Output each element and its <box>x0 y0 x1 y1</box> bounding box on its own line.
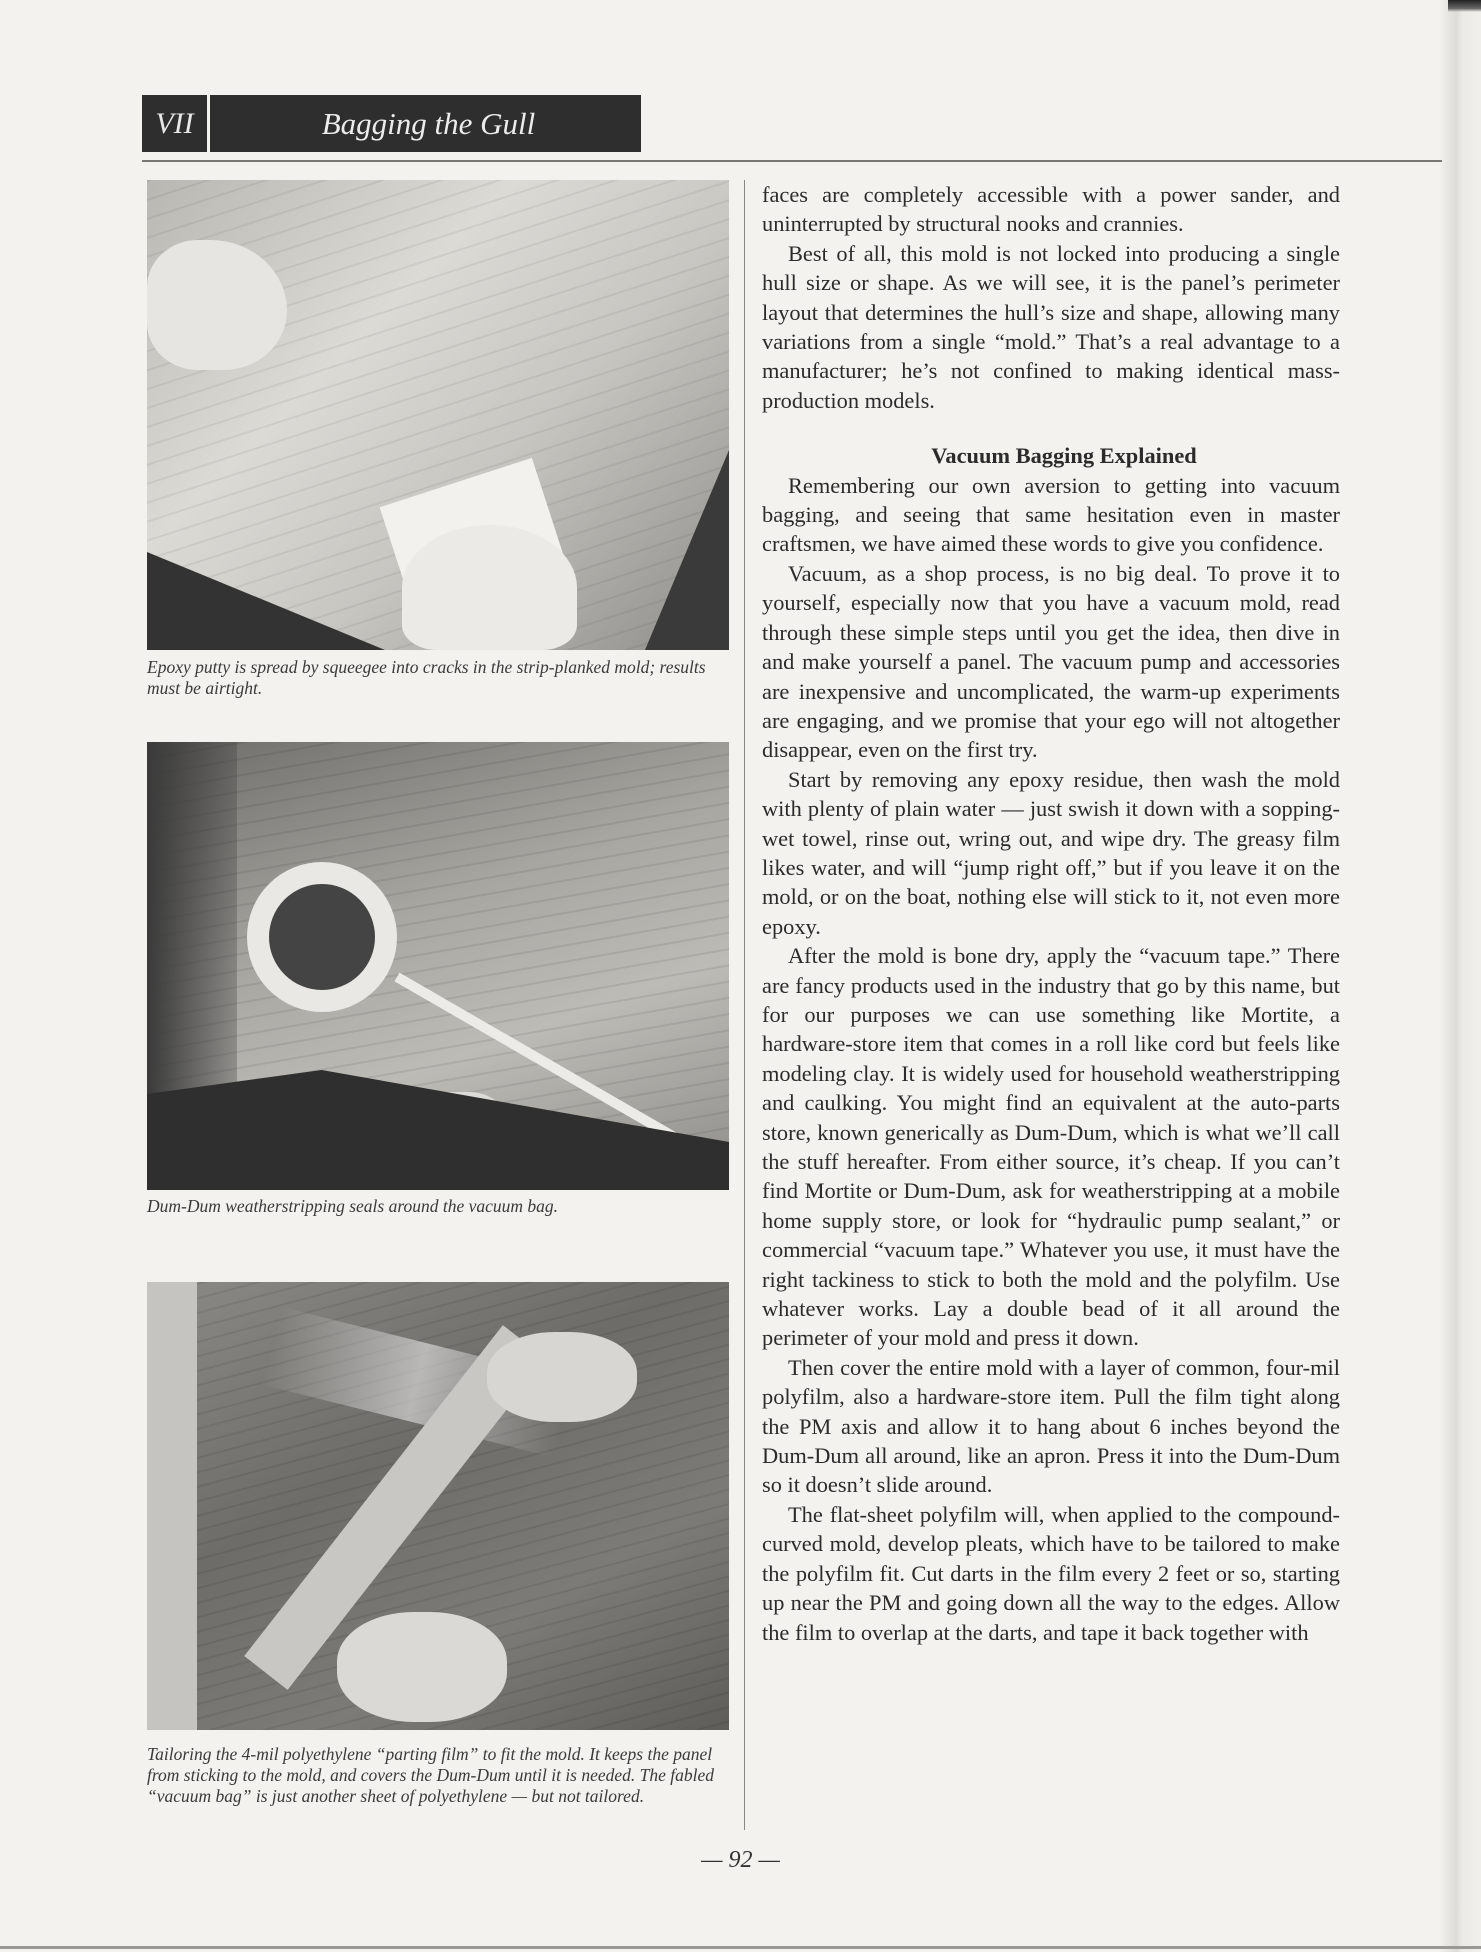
body-paragraph: Then cover the entire mold with a layer of common, four-mil polyfilm, also a hardware-store item. Pull the film tight along the PM axis and allow it to hang about 6 inches beyond the Dum-Dum all around, like an apron. Press it into the Dum-Dum so it doesn’t slide around. <box>762 1354 1340 1498</box>
section-heading: Vacuum Bagging Explained <box>931 443 1197 469</box>
chapter-header <box>142 95 641 152</box>
page-number: — 92 — <box>701 1847 780 1873</box>
worker-sleeve <box>147 1282 197 1730</box>
tape-roll <box>247 862 397 1012</box>
body-paragraph: After the mold is bone dry, apply the “vacuum tape.” There are fancy products used in the industry that go by this name, but for our purposes we can use something like Mortite, a hardware-store item that comes in a roll like cord but feels like modeling clay. It is widely used for household weatherstripping and caulking. You might find an equivalent at the auto-parts store, known generically as Dum-Dum, which is what we’ll call the stuff hereafter. From either source, it’s cheap. If you can’t find Mortite or Dum-Dum, ask for weatherstripping at a mobile home supply store, or look for “hydraulic pump sealant,” or commercial “vacuum tape.” Whatever you use, it must have the right tackiness to stick to both the mold and the polyfilm. Use whatever works. Lay a double bead of it all around the perimeter of your mold and press it down. <box>762 943 1340 1351</box>
gloved-hand <box>402 525 577 650</box>
body-paragraph: faces are completely accessible with a power sander, and uninterrupted by structural nooks and crannies. <box>762 182 1340 237</box>
figure-1-photo <box>147 180 729 650</box>
figure-3-caption: Tailoring the 4-mil polyethylene “parting film” to fit the mold. It keeps the panel from sticking to the mold, and covers the Dum-Dum until it is needed. The fabled “vacuum bag” is just another sheet of polyethylene — but not tailored. <box>147 1744 715 1806</box>
page-binding-edge <box>1440 0 1481 1952</box>
column-divider <box>744 180 745 1830</box>
body-paragraph: The flat-sheet polyfilm will, when applied to the compound-curved mold, develop pleats, which have to be tailored to make the polyfilm fit. Cut darts in the film every 2 feet or so, starting up near the PM and going down all the way to the edges. Allow the film to overlap at the darts, and tape it back together with <box>762 1501 1340 1645</box>
body-paragraph: Start by removing any epoxy residue, then wash the mold with plenty of plain water — just swish it down with a sopping-wet towel, rinse out, wring out, and wipe dry. The greasy film likes water, and will “jump right off,” but if you leave it on the mold, or on the boat, nothing else will stick to it, not even more epoxy. <box>762 766 1340 939</box>
figure-2-photo <box>147 742 729 1190</box>
header-rule <box>142 160 1442 162</box>
scan-bottom-edge <box>0 1946 1481 1949</box>
hand <box>337 1612 507 1722</box>
body-text-column <box>762 180 1340 1647</box>
body-paragraph: Remembering our own aversion to getting into vacuum bagging, and seeing that same hesitation even in master craftsmen, we have aimed these words to give you confidence. <box>762 472 1340 557</box>
chapter-number: VII <box>142 95 207 152</box>
body-paragraph: Best of all, this mold is not locked into producing a single hull size or shape. As we will see, it is the panel’s perimeter layout that determines the hull’s size and shape, allowing many variations from a single “mold.” That’s a real advantage to a manufacturer; he’s not confined to making identical mass-production models. <box>762 240 1340 413</box>
chapter-title: Bagging the Gull <box>210 95 641 152</box>
gloved-hand <box>147 240 287 370</box>
figure-1-caption: Epoxy putty is spread by squeegee into cracks in the strip-planked mold; results must be airtight. <box>147 657 706 698</box>
photo-shadow <box>609 450 729 650</box>
figure-2-caption: Dum-Dum weatherstripping seals around the vacuum bag. <box>147 1196 559 1216</box>
body-paragraph: Vacuum, as a shop process, is no big deal. To prove it to yourself, especially now that you have a vacuum mold, read through these simple steps until you get the idea, then dive in and make yourself a panel. The vacuum pump and accessories are inexpensive and uncomplicated, the warm-up experiments are engaging, and we promise that your ego will not altogether disappear, even on the first try. <box>762 560 1340 763</box>
hand <box>487 1332 637 1422</box>
figure-3-photo <box>147 1282 729 1730</box>
binding-corner-shadow <box>1448 0 1481 12</box>
photo-shadow <box>147 1070 729 1190</box>
